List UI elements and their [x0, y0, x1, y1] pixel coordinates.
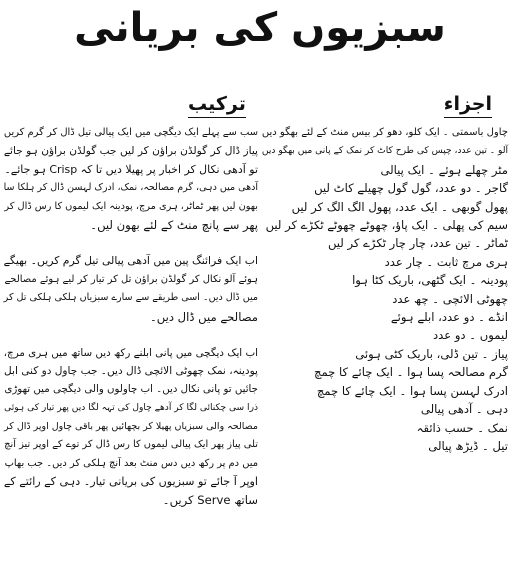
ingredient-item: چاول باسمتی ۔ ایک کلو، دھو کر بیس منٹ کے لئے بھگو دیں [261, 127, 508, 138]
ingredient-item: سیم کی پھلی ۔ ایک پاؤ، چھوٹے چھوٹے ٹکڑے کر لیں [265, 218, 508, 233]
ingredient-item: نمک ۔ حسب ذائقہ [416, 420, 508, 435]
ingredient-item: لیموں ۔ دو عدد [432, 328, 508, 343]
ingredients-list [262, 124, 508, 455]
method-line: آدھی میں دہی، گرم مصالحہ، نمک، ادرک لہسن ڈال کر ہلکا سا [3, 182, 258, 194]
ingredient-item: پھول گوبھی ۔ ایک عدد، پھول الگ الگ کر لیں [291, 199, 508, 214]
ingredient-item: انڈے ۔ دو عدد، ابلے ہوئے [390, 310, 508, 325]
method-line: بھون لیں پھر ٹماٹر، ہری مرچ، پودینہ ایک لیموں کا رس ڈال کر [4, 200, 258, 212]
method-line: پھر سے پانچ منٹ کے لئے بھون لیں۔ [90, 218, 258, 233]
method-paragraph [4, 344, 258, 510]
method-heading: ترکیب [188, 92, 246, 118]
ingredient-item: گاجر ۔ دو عدد، گول گول چھیلے کاٹ لیں [314, 181, 508, 196]
ingredient-item: چھوٹی الائچی ۔ چھ عدد [392, 291, 508, 306]
method-line: ہوئے آلو نکال کر گولڈن براؤن تل کر تیار کر لیے ہوئے مصالحے [4, 273, 258, 285]
method-line: میں دم پر رکھ دیں دس منٹ بعد آنچ ہلکی کر دیں۔ جب بھاپ [4, 457, 258, 469]
ingredient-item: مٹر چھلے ہوئے ۔ ایک پیالی [380, 162, 508, 177]
method-line: پودینہ، نمک چھوٹی الائچی ڈال دیں۔ جب چاول دو کنی ابل [4, 365, 258, 378]
method-line: مصالحے میں ڈال دیں۔ [149, 309, 258, 324]
method-line: اوپر آ جائے تو سبزیوں کی بریانی تیار۔ دہی کے رائتے کے [3, 474, 258, 488]
ingredient-item: تیل ۔ ڈیڑھ پیالی [428, 438, 508, 453]
ingredient-item: ہری مرچ ثابت ۔ چار عدد [384, 254, 508, 269]
method-line: اب ایک فرائنگ پین میں آدھی پیالی تیل گرم کریں۔ بھیگے [3, 254, 258, 268]
method-line: مصالحہ والی سبزیاں پھیلا کر بچھائیں پھر باقی چاول اوپر ڈال کر [4, 420, 258, 432]
method-line: جائیں تو پانی نکال دیں۔ اب چاولوں والی دیگچی میں تھوڑی [4, 383, 258, 395]
ingredient-item: گرم مصالحہ پسا ہوا ۔ ایک چائے کا چمچ [313, 365, 508, 380]
method-line: ساتھ Serve کریں۔ [162, 493, 258, 508]
ingredient-item: ٹماٹر ۔ تین عدد، چار چار ٹکڑے کر لیں [327, 236, 508, 251]
method-line: اب ایک دیگچی میں پانی ابلنے رکھ دیں ساتھ میں ہری مرچ، [3, 347, 258, 360]
method-line: تو آدھی نکال کر اخبار پر پھیلا دیں تا کہ Crisp ہو جائے۔ [4, 162, 258, 176]
recipe-title: سبزیوں کی بریانی [74, 5, 446, 51]
method-paragraph [4, 252, 258, 326]
method-line: میں ڈال دیں۔ اسی طریقے سے سارے سبزیاں ہلکی ہلکی تل کر [3, 292, 258, 304]
method-column [4, 124, 258, 510]
method-line: پیاز ڈال کر گولڈن براؤن کر لیں جب گولڈن براؤن ہو جائے [3, 145, 258, 158]
method-paragraph [4, 124, 258, 234]
ingredient-item: آلو ۔ تین عدد، چپس کی طرح کاٹ کر نمک کے پانی میں بھگو دیں [261, 146, 508, 157]
method-line: ذرا سی چکنائی لگا کر آدھے چاول کی تہہ لگا دیں پھر تیار کی ہوئی [4, 403, 258, 414]
method-line: سب سے پہلے ایک دیگچی میں ایک پیالی تیل ڈال کر گرم کریں [3, 127, 258, 138]
ingredients-heading: اجزاء [444, 92, 492, 118]
ingredient-item: پیاز ۔ تین ڈلی، باریک کٹی ہوئی [355, 346, 508, 361]
ingredient-item: پودینہ ۔ ایک گٹھی، باریک کٹا ہوا [352, 273, 508, 288]
method-line: تلی پیاز پھر ایک پیالی لیموں کا رس ڈال کر توے کے اوپر تیز آنچ [4, 439, 258, 451]
ingredient-item: دہی ۔ آدھی پیالی [420, 402, 508, 417]
ingredient-item: ادرک لہسن پسا ہوا ۔ ایک چائے کا چمچ [316, 383, 508, 398]
